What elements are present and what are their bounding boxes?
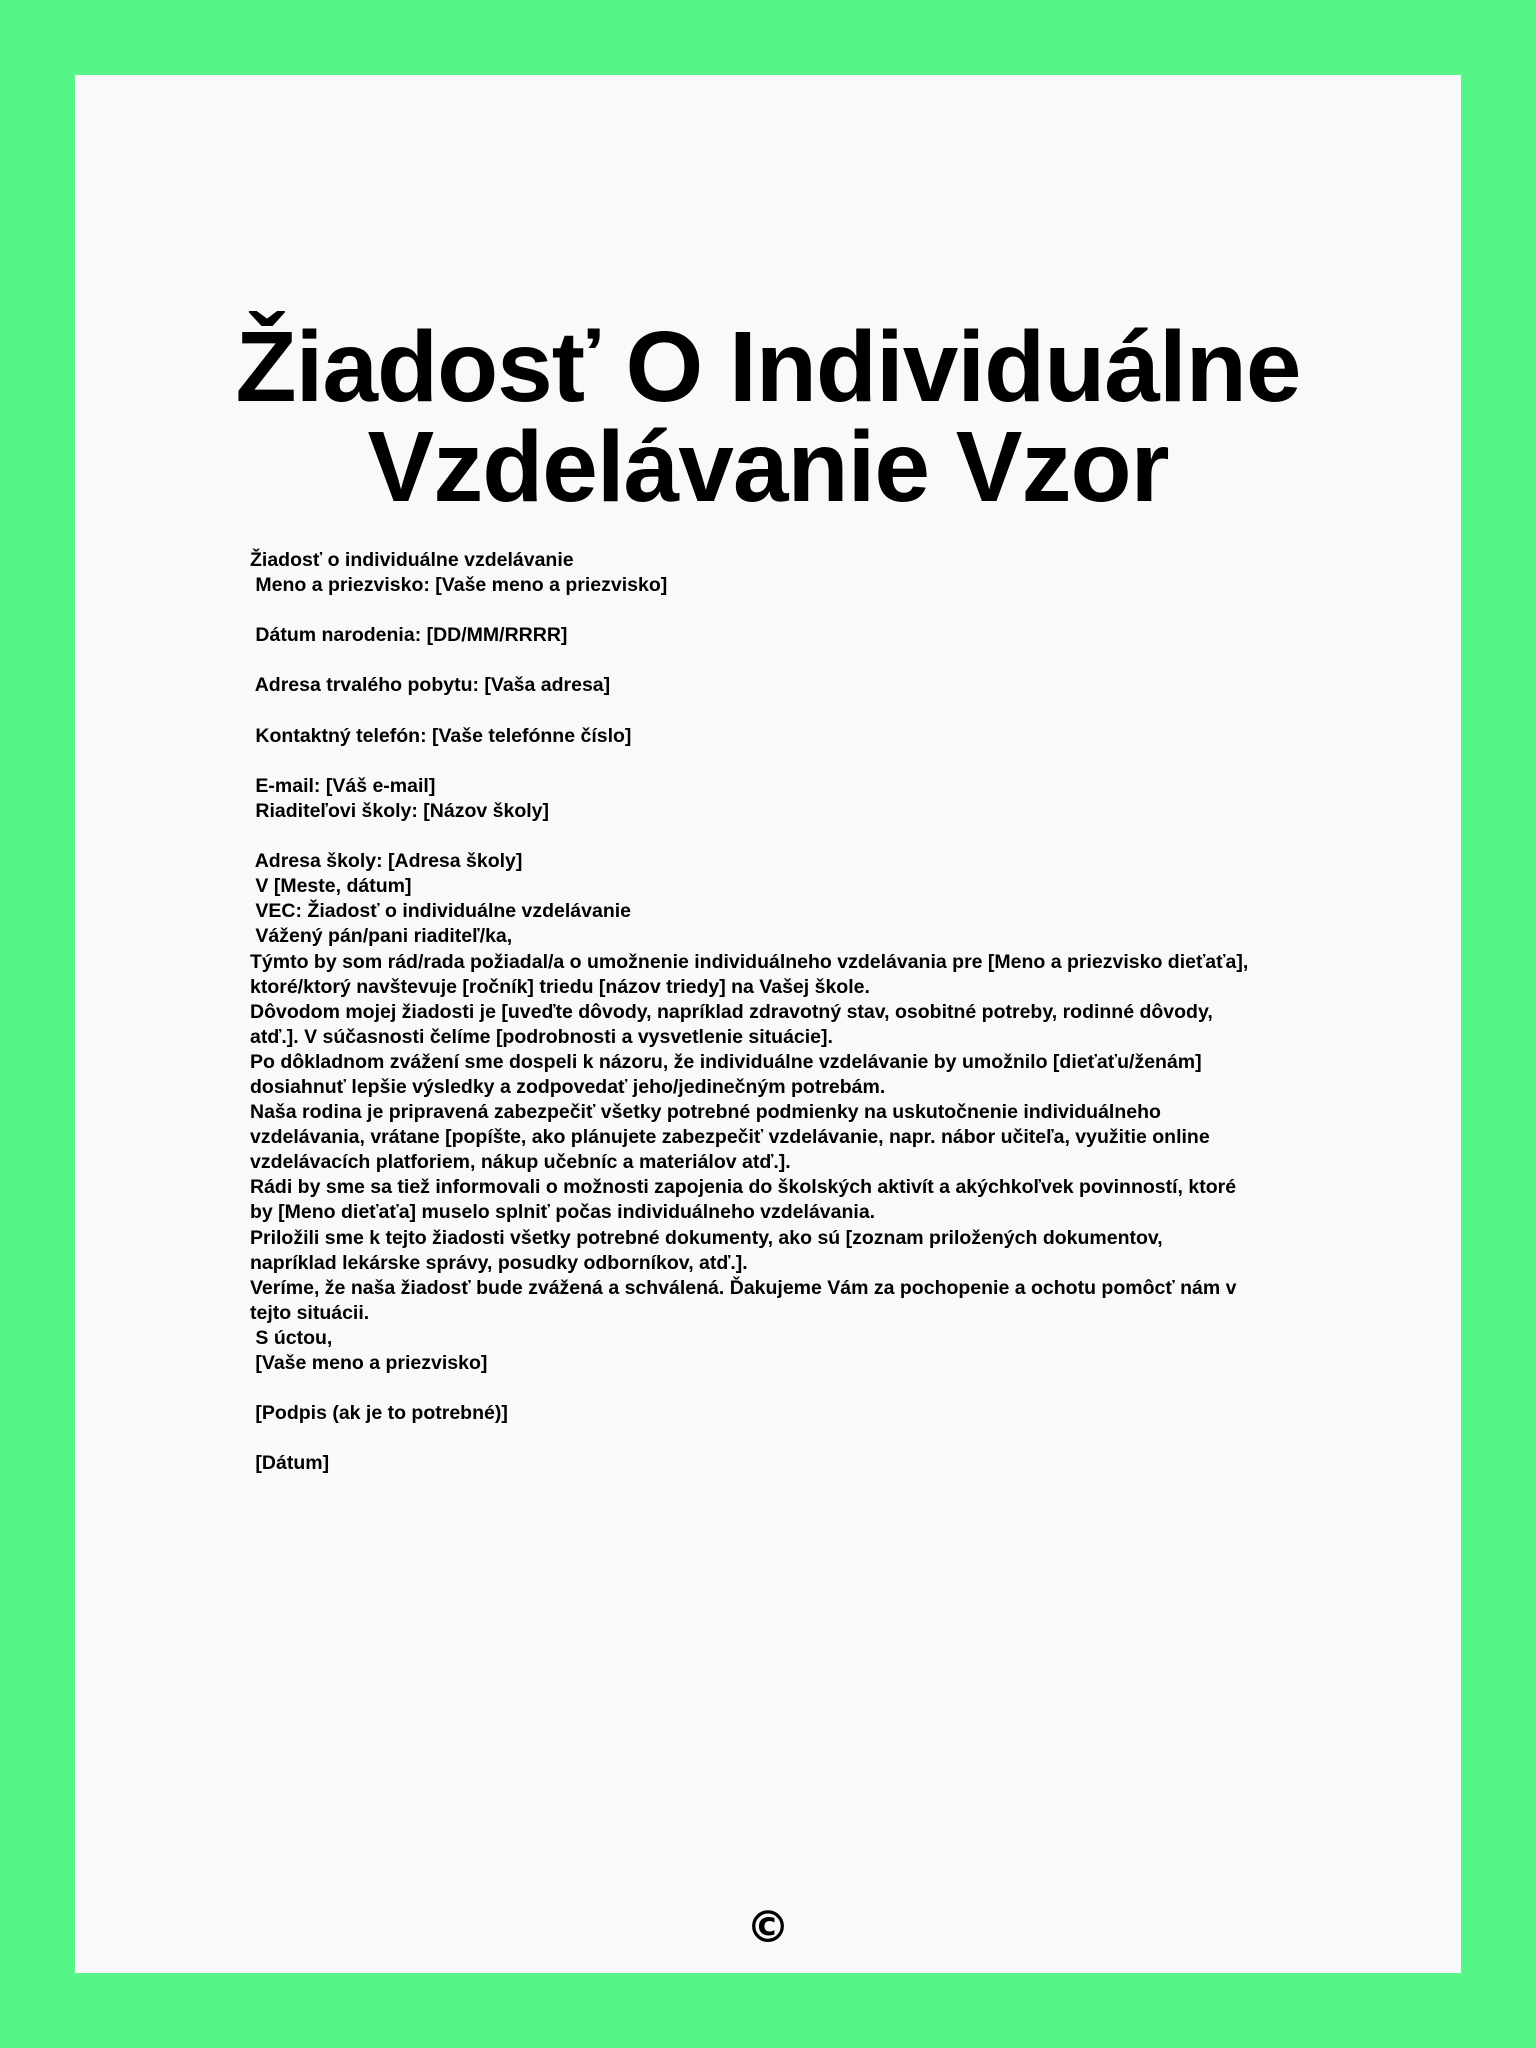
letter-line — [250, 824, 1248, 849]
letter-line — [250, 749, 1248, 774]
letter-line: napríklad lekárske správy, posudky odborníkov, atď.]. — [250, 1251, 748, 1274]
letter-line — [250, 598, 1248, 623]
letter-line — [250, 699, 1248, 724]
letter-line — [250, 1376, 1248, 1401]
letter-line: [Vaše meno a priezvisko] — [250, 1352, 488, 1374]
letter-line: Po dôkladnom zvážení sme dospeli k názoru, že individuálne vzdelávanie by umožnilo [dieťaťu/ženám] — [250, 1050, 1202, 1073]
letter-line: dosiahnuť lepšie výsledky a zodpovedať jeho/jedinečným potrebám. — [250, 1075, 886, 1098]
letter-line: Adresa školy: [Adresa školy] — [250, 850, 523, 873]
letter-line — [250, 1426, 1248, 1451]
letter-line: Priložili sme k tejto žiadosti všetky potrebné dokumenty, ako sú [zoznam priložených dokumentov, — [250, 1226, 1163, 1249]
letter-line: Žiadosť o individuálne vzdelávanie — [250, 549, 574, 571]
letter-line: Veríme, že naša žiadosť bude zvážená a schválená. Ďakujeme Vám za pochopenie a ochotu pomôcť nám v — [250, 1276, 1237, 1299]
letter-line: S úctou, — [250, 1326, 333, 1349]
letter-line: vzdelávania, vrátane [popíšte, ako plánujete zabezpečiť vzdelávanie, napr. nábor učiteľa, využitie online — [250, 1126, 1210, 1149]
letter-line: Meno a priezvisko: [Vaše meno a priezvisko] — [250, 574, 668, 597]
document-title — [75, 311, 1461, 523]
letter-line: Kontaktný telefón: [Vaše telefónne číslo] — [250, 724, 632, 747]
letter-line: Dôvodom mojej žiadosti je [uveďte dôvody, napríklad zdravotný stav, osobitné potreby, rodinné dôvody, — [250, 1000, 1213, 1023]
letter-line: V [Meste, dátum] — [250, 875, 412, 898]
letter-line: Vážený pán/pani riaditeľ/ka, — [250, 925, 513, 948]
title-line-2: Vzdelávanie Vzor — [367, 411, 1169, 523]
letter-line: atď.]. V súčasnosti čelíme [podrobnosti a vysvetlenie situácie]. — [250, 1025, 833, 1048]
letter-line: E-mail: [Váš e-mail] — [250, 774, 436, 797]
copyright-symbol: © — [746, 1902, 790, 1953]
letter-line: [Dátum] — [250, 1452, 330, 1475]
letter-line: vzdelávacích platforiem, nákup učebníc a materiálov atď.]. — [250, 1151, 791, 1174]
letter-line: Rádi by sme sa tiež informovali o možnosti zapojenia do školských aktivít a akýchkoľvek povinností, ktoré — [250, 1176, 1237, 1199]
letter-line: [Podpis (ak je to potrebné)] — [250, 1402, 508, 1425]
letter-line: Týmto by som rád/rada požiadal/a o umožnenie individuálneho vzdelávania pre [Meno a priezvisko dieťaťa], — [250, 950, 1249, 973]
letter-line: by [Meno dieťaťa] muselo splniť počas individuálneho vzdelávania. — [250, 1201, 876, 1224]
letter-line: Naša rodina je pripravená zabezpečiť všetky potrebné podmienky na uskutočnenie individuálneho — [250, 1101, 1161, 1124]
letter-line: Dátum narodenia: [DD/MM/RRRR] — [250, 624, 568, 647]
letter-line: ktoré/ktorý navštevuje [ročník] triedu [názov triedy] na Vašej škole. — [250, 975, 870, 998]
letter-line: Adresa trvalého pobytu: [Vaša adresa] — [250, 674, 611, 697]
letter-line: tejto situácii. — [250, 1301, 370, 1324]
title-line-1: Žiadosť O Individuálne — [235, 311, 1301, 423]
letter-line: VEC: Žiadosť o individuálne vzdelávanie — [250, 900, 632, 923]
letter-body — [250, 548, 1248, 1476]
letter-line: Riaditeľovi školy: [Názov školy] — [250, 799, 550, 822]
document-page — [75, 75, 1461, 1973]
letter-line — [250, 648, 1248, 673]
